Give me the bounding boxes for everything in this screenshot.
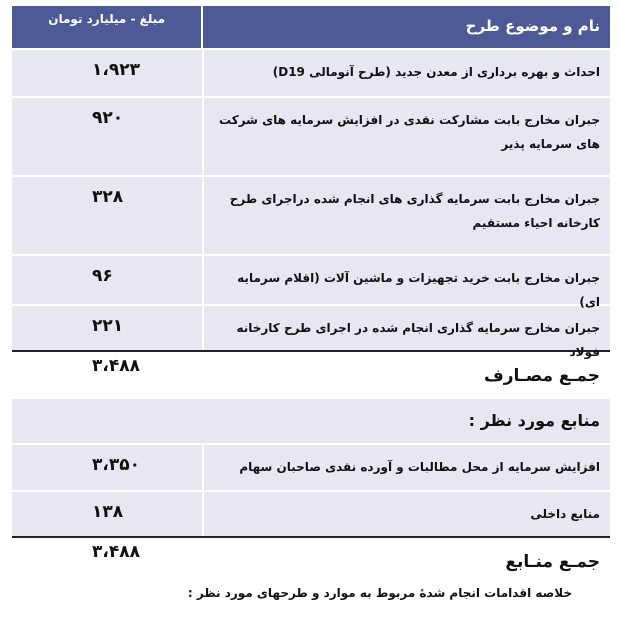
row-amount: ۲۲۱ [92, 316, 124, 336]
total-uses-amount: ۳،۴۸۸ [92, 356, 140, 376]
table-header [12, 6, 610, 48]
amount-column-header: مبلغ - میلیارد تومان [48, 12, 166, 26]
row-amount: ۳۲۸ [92, 187, 124, 207]
table-row [12, 96, 610, 175]
table-row [12, 443, 610, 490]
row-name: جبران مخارج سرمایه گذاری انجام شده در اجرای طرح کارخانه فولاد [236, 321, 600, 359]
table-row [12, 48, 610, 96]
total-sources-label: جمـع منـابع [505, 552, 600, 572]
total-sources-row [12, 536, 610, 582]
sources-heading-row [12, 397, 610, 443]
row-amount: ۹۶ [92, 266, 113, 286]
investment-table [12, 6, 610, 582]
table-row [12, 304, 610, 359]
row-name: افزایش سرمایه از محل مطالبات و آورده نقدی صاحبان سهام [239, 460, 600, 474]
row-name: منابع داخلی [530, 507, 600, 521]
row-name: جبران مخارج بابت مشارکت نقدی در افزایش سرمایه های شرکت های سرمایه پذیر [219, 113, 600, 151]
name-column-header: نام و موضوع طرح [465, 17, 601, 35]
row-amount: ۱،۹۲۳ [92, 60, 140, 80]
row-name: احداث و بهره برداری از معدن جدید (طرح آنومالی D19) [272, 65, 600, 79]
total-uses-label: جمـع مصـارف [484, 366, 600, 386]
row-amount: ۳،۳۵۰ [92, 455, 140, 475]
sources-heading-amount [12, 399, 202, 443]
row-amount: ۹۲۰ [92, 108, 124, 128]
table-row [12, 175, 610, 254]
table-row [12, 254, 610, 309]
table-row [12, 490, 610, 536]
total-uses-row [12, 350, 610, 397]
total-sources-amount: ۳،۴۸۸ [92, 542, 140, 562]
summary-caption: خلاصه اقدامات انجام شدۀ مربوط به موارد و طرحهای مورد نظر : [187, 586, 572, 600]
row-amount: ۱۳۸ [92, 502, 124, 522]
row-name: جبران مخارج بابت سرمایه گذاری های انجام شده دراجرای طرح کارخانه احیاء مستقیم [229, 192, 600, 230]
sources-heading: منابع مورد نظر : [468, 411, 600, 430]
row-name: جبران مخارج بابت خرید تجهیزات و ماشین آلات (اقلام سرمایه ای) [237, 271, 600, 309]
